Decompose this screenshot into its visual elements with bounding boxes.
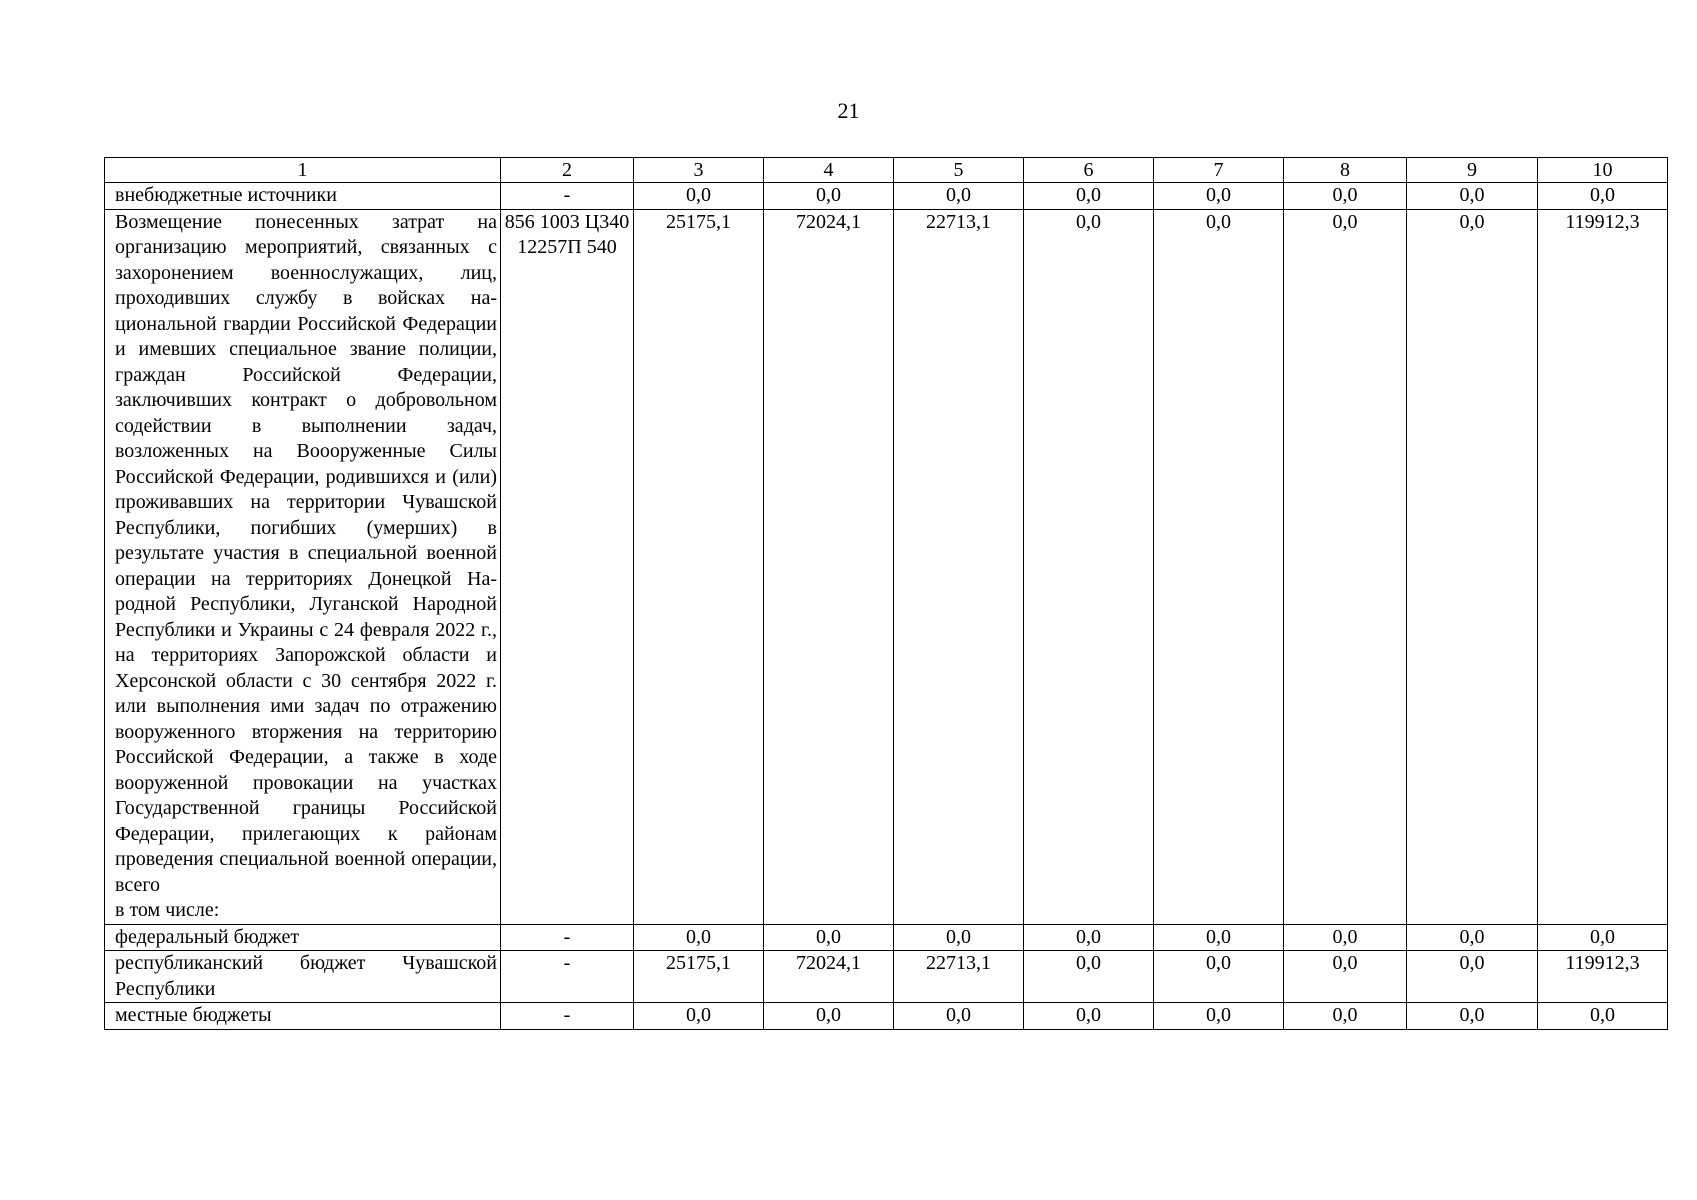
budget-table (104, 157, 1668, 1030)
row-code: - (501, 951, 634, 1003)
row-code: - (501, 183, 634, 210)
row-value: 119912,3 (1538, 951, 1668, 1003)
row-value: 0,0 (1407, 951, 1538, 1003)
row-value: 0,0 (1284, 209, 1407, 924)
row-value: 0,0 (1284, 183, 1407, 210)
row-value: 0,0 (1538, 1003, 1668, 1030)
row-sublabel: в том числе: (115, 899, 220, 921)
row-value: 0,0 (1284, 951, 1407, 1003)
row-value: 0,0 (1024, 1003, 1154, 1030)
column-header: 10 (1538, 158, 1668, 183)
row-value: 0,0 (1154, 209, 1284, 924)
row-label: республиканский бюджет Чувашской Республики (105, 951, 501, 1003)
table-row (105, 1003, 1668, 1030)
row-label-cell (105, 209, 501, 924)
column-header: 1 (105, 158, 501, 183)
row-label: федеральный бюджет (105, 924, 501, 951)
row-value: 0,0 (1407, 924, 1538, 951)
row-value: 72024,1 (764, 951, 894, 1003)
row-value: 0,0 (1407, 209, 1538, 924)
row-code: 856 1003 Ц34012257П 540 (501, 209, 634, 924)
row-value: 0,0 (634, 1003, 764, 1030)
row-value: 0,0 (1154, 951, 1284, 1003)
row-value: 0,0 (1407, 1003, 1538, 1030)
row-code: - (501, 1003, 634, 1030)
row-value: 0,0 (1284, 924, 1407, 951)
row-value: 0,0 (1154, 924, 1284, 951)
column-header: 3 (634, 158, 764, 183)
row-value: 22713,1 (894, 209, 1024, 924)
row-value: 0,0 (894, 183, 1024, 210)
column-header: 2 (501, 158, 634, 183)
row-value: 0,0 (1284, 1003, 1407, 1030)
row-value: 0,0 (1538, 183, 1668, 210)
row-label: Возмещение понесенных затрат на организацию мероприятий, связанных с захоронением военнослужащих, лиц, проходивших службу в войсках национальной гвардии Российской Федерации и имевших специальное звание полиции, граждан Российской Федерации, заключивших контракт о добровольном содействии в выполнении задач, возложенных на Воооруженные Силы Российской Федерации, родившихся и (или) проживавших на территории Чувашской Республики, погибших (умерших) в результате участия в специальной военной операции на территориях Донецкой Народной Республики, Луганской Народной Республики и Украины с 24 февраля 2022 г., на территориях Запорожской области и Херсонской области с 30 сентября 2022 г. или выполнения ими задач по отражению вооруженного вторжения на территорию Российской Федерации, а также в ходе вооруженной провокации на участках Государственной границы Российской Федерации, прилегающих к районам проведения специальной военной операции, всего (115, 210, 497, 896)
row-value: 0,0 (1154, 1003, 1284, 1030)
row-value: 0,0 (764, 924, 894, 951)
row-code: - (501, 924, 634, 951)
header-row (105, 158, 1668, 183)
row-value: 119912,3 (1538, 209, 1668, 924)
row-value: 0,0 (894, 1003, 1024, 1030)
column-header: 8 (1284, 158, 1407, 183)
column-header: 9 (1407, 158, 1538, 183)
column-header: 6 (1024, 158, 1154, 183)
row-value: 0,0 (1538, 924, 1668, 951)
table-row (105, 924, 1668, 951)
row-value: 0,0 (1407, 183, 1538, 210)
row-value: 0,0 (1024, 209, 1154, 924)
table-row (105, 209, 1668, 924)
row-value: 0,0 (1024, 951, 1154, 1003)
row-value: 0,0 (1154, 183, 1284, 210)
table-row (105, 183, 1668, 210)
row-value: 22713,1 (894, 951, 1024, 1003)
column-header: 4 (764, 158, 894, 183)
row-value: 0,0 (634, 924, 764, 951)
row-value: 0,0 (1024, 183, 1154, 210)
table-row (105, 951, 1668, 1003)
row-value: 0,0 (1024, 924, 1154, 951)
row-label: местные бюджеты (105, 1003, 501, 1030)
row-value: 25175,1 (634, 209, 764, 924)
row-value: 0,0 (894, 924, 1024, 951)
row-value: 25175,1 (634, 951, 764, 1003)
row-value: 0,0 (764, 1003, 894, 1030)
row-label: внебюджетные источники (105, 183, 501, 210)
column-header: 7 (1154, 158, 1284, 183)
page-number: 21 (837, 98, 860, 123)
row-value: 0,0 (634, 183, 764, 210)
row-value: 72024,1 (764, 209, 894, 924)
row-value: 0,0 (764, 183, 894, 210)
column-header: 5 (894, 158, 1024, 183)
